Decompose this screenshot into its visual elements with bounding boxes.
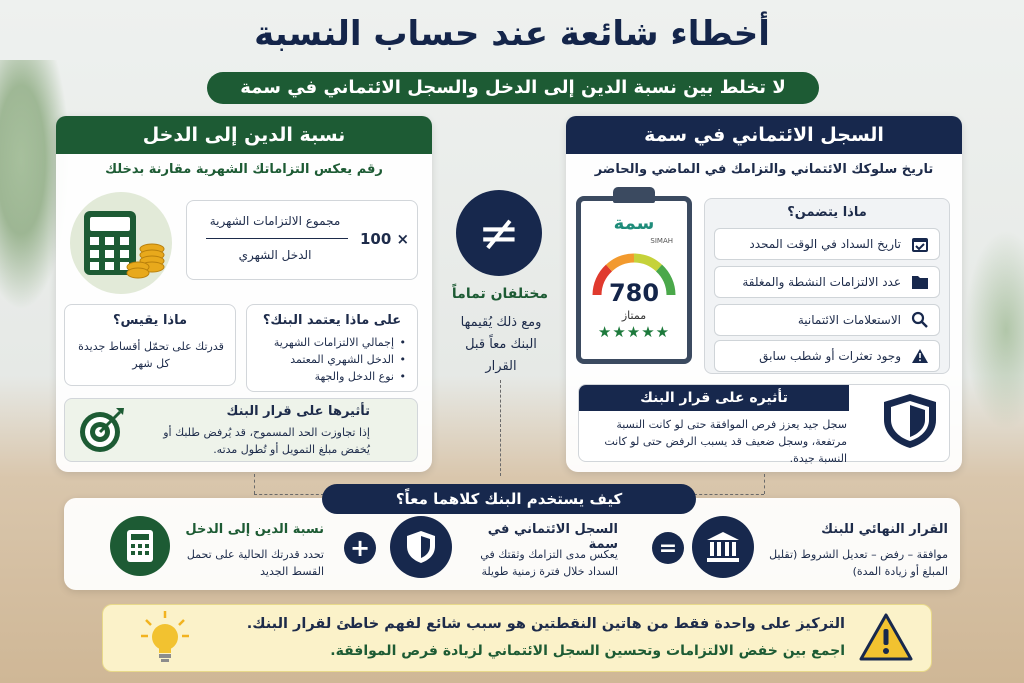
credit-include-item: وجود تعثرات أو شطب سابق: [714, 340, 940, 372]
formula-denominator: الدخل الشهري: [238, 248, 312, 262]
combined-dti-text: تحدد قدرتك الحالية على تحمل القسط الجديد: [186, 548, 324, 578]
dti-depends-title: على ماذا يعتمد البنك؟: [262, 313, 402, 328]
middle-text: ومع ذلك يُقيمها البنك معاً قبل القرار: [460, 315, 542, 374]
combined-use-title: كيف يستخدم البنك كلاهما معاً؟: [322, 484, 696, 514]
credit-record-header: السجل الائتماني في سمة: [566, 116, 962, 154]
dti-depends-list: [256, 334, 406, 385]
connector-line: [254, 494, 324, 495]
combined-decision-title: القرار النهائي للبنك: [821, 522, 948, 537]
warning-note-line2: اجمع بين خفض الالتزامات وتحسين السجل الائتماني لزيادة فرص الموافقة.: [330, 643, 845, 659]
not-equal-icon: ≠: [456, 190, 542, 276]
shield-icon: [880, 392, 940, 454]
combined-credit-title: السجل الائتماني في سمة: [487, 522, 618, 552]
credit-score-rating: ممتاز: [621, 309, 647, 322]
middle-heading: مختلفان تماماً: [451, 286, 549, 302]
bank-icon: [692, 516, 754, 578]
credit-include-item: عدد الالتزامات النشطة والمغلقة: [714, 266, 940, 298]
simah-logo: سمة: [613, 213, 655, 234]
clipboard-clip-icon: [613, 187, 655, 203]
warning-icon: [858, 612, 914, 666]
credit-impact-text: سجل جيد يعزز فرص الموافقة حتى لو كانت النسبة مرتفعة، وسجل ضعيف قد يسبب الرفض حتى لو كانت النسبة جيدة.: [604, 418, 847, 465]
page-subtitle: لا تخلط بين نسبة الدين إلى الدخل والسجل الائتماني في سمة: [207, 72, 819, 104]
warning-note-line1: التركيز على واحدة فقط من هاتين النقطتين هو سبب شائع لفهم خاطئ لقرار البنك.: [246, 616, 845, 632]
combined-decision-text: موافقة – رفض – تعديل الشروط (تقليل المبلغ أو زيادة المدة): [769, 548, 948, 578]
formula-numerator: مجموع الالتزامات الشهرية: [209, 214, 341, 228]
formula-fraction-line: [206, 238, 348, 239]
connector-line: [764, 474, 765, 494]
credit-include-item: الاستعلامات الائتمانية: [714, 304, 940, 336]
formula-multiplier: 100 ×: [360, 230, 410, 248]
simah-logo-en: SIMAH: [650, 237, 673, 245]
list-item: • إجمالي الالتزامات الشهرية: [256, 334, 406, 351]
dti-measures-text: قدرتك على تحمّل أقساط جديدة كل شهر: [78, 340, 224, 370]
page-title: أخطاء شائعة عند حساب النسبة: [254, 14, 770, 54]
plus-icon: +: [344, 532, 376, 564]
dti-description: رقم يعكس التزاماتك الشهرية مقارنة بدخلك: [105, 162, 383, 177]
list-item: • نوع الدخل والجهة: [256, 368, 406, 385]
connector-line: [694, 494, 764, 495]
target-icon: [76, 404, 128, 460]
shield-icon: [390, 516, 452, 578]
credit-score-value: 780: [608, 279, 660, 307]
background-plant: [964, 230, 1024, 430]
simah-score-card: [576, 196, 692, 364]
dti-effect-text: إذا تجاوزت الحد المسموح، قد يُرفض طلبك أو يُخفض مبلغ التمويل أو تُطول مدته.: [163, 426, 370, 456]
equals-icon: =: [652, 532, 684, 564]
dti-effect-title: تأثيرها على قرار البنك: [226, 404, 370, 419]
connector-line: [500, 380, 501, 476]
credit-includes-title: ماذا يتضمن؟: [787, 205, 867, 220]
credit-impact-title: تأثيره على قرار البنك: [579, 385, 849, 411]
dti-header: نسبة الدين إلى الدخل: [56, 116, 432, 154]
warning-note-box: [102, 604, 932, 672]
calculator-coins-icon: [70, 192, 172, 294]
combined-credit-text: يعكس مدى التزامك وثقتك في السداد خلال فترة زمنية طويلة: [480, 548, 618, 578]
warning-icon: [909, 345, 931, 367]
lightbulb-icon: [140, 610, 190, 670]
credit-include-item: تاريخ السداد في الوقت المحدد: [714, 228, 940, 260]
credit-record-description: تاريخ سلوكك الائتماني والتزامك في الماضي والحاضر: [594, 162, 934, 177]
search-icon: [909, 309, 931, 331]
connector-line: [254, 474, 255, 494]
folder-icon: [909, 271, 931, 293]
combined-dti-title: نسبة الدين إلى الدخل: [185, 522, 324, 537]
calculator-icon: [110, 516, 170, 576]
list-item: • الدخل الشهري المعتمد: [256, 351, 406, 368]
dti-measures-title: ماذا يقيس؟: [112, 313, 188, 328]
calendar-check-icon: [909, 233, 931, 255]
rating-stars-icon: ★★★★★: [597, 323, 671, 341]
